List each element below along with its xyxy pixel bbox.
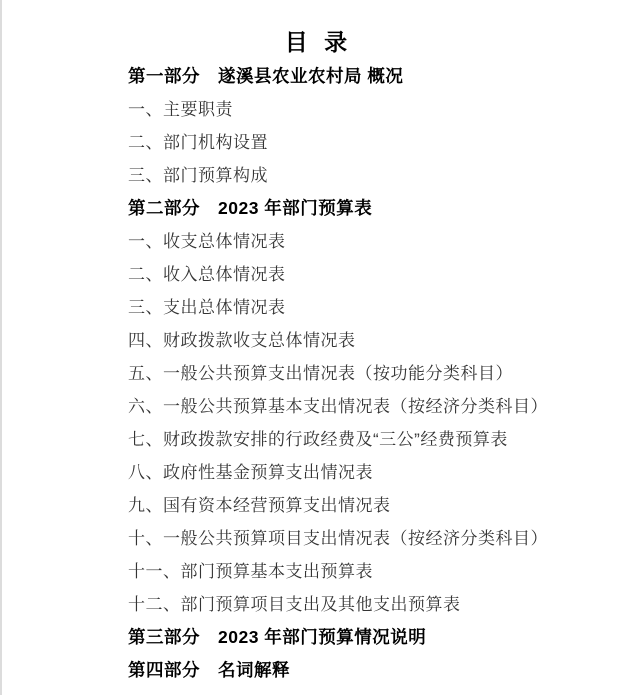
toc-item: 十二、部门预算项目支出及其他支出预算表 <box>128 595 461 614</box>
page-left-edge <box>0 0 2 695</box>
toc-item: 四、财政拨款收支总体情况表 <box>128 331 356 350</box>
toc-item: 九、国有资本经营预算支出情况表 <box>128 496 391 515</box>
toc-section-heading: 第三部分 2023 年部门预算情况说明 <box>128 627 427 647</box>
toc-item: 三、部门预算构成 <box>128 166 268 185</box>
toc-item: 八、政府性基金预算支出情况表 <box>128 463 373 482</box>
toc-item: 十一、部门预算基本支出预算表 <box>128 562 373 581</box>
table-of-contents <box>0 60 637 687</box>
toc-section-heading: 第一部分 遂溪县农业农村局 概况 <box>128 66 404 86</box>
toc-item: 一、收支总体情况表 <box>128 232 286 251</box>
toc-item: 十、一般公共预算项目支出情况表（按经济分类科目） <box>128 529 548 548</box>
page-title: 目 录 <box>284 29 353 55</box>
toc-item: 六、一般公共预算基本支出情况表（按经济分类科目） <box>128 397 548 416</box>
toc-item: 五、一般公共预算支出情况表（按功能分类科目） <box>128 364 513 383</box>
toc-item: 二、收入总体情况表 <box>128 265 286 284</box>
toc-item: 三、支出总体情况表 <box>128 298 286 317</box>
toc-section-heading: 第二部分 2023 年部门预算表 <box>128 198 373 218</box>
toc-item: 二、部门机构设置 <box>128 133 268 152</box>
toc-section-heading: 第四部分 名词解释 <box>128 660 290 680</box>
toc-item: 七、财政拨款安排的行政经费及“三公”经费预算表 <box>128 430 508 449</box>
toc-item: 一、主要职责 <box>128 100 233 119</box>
